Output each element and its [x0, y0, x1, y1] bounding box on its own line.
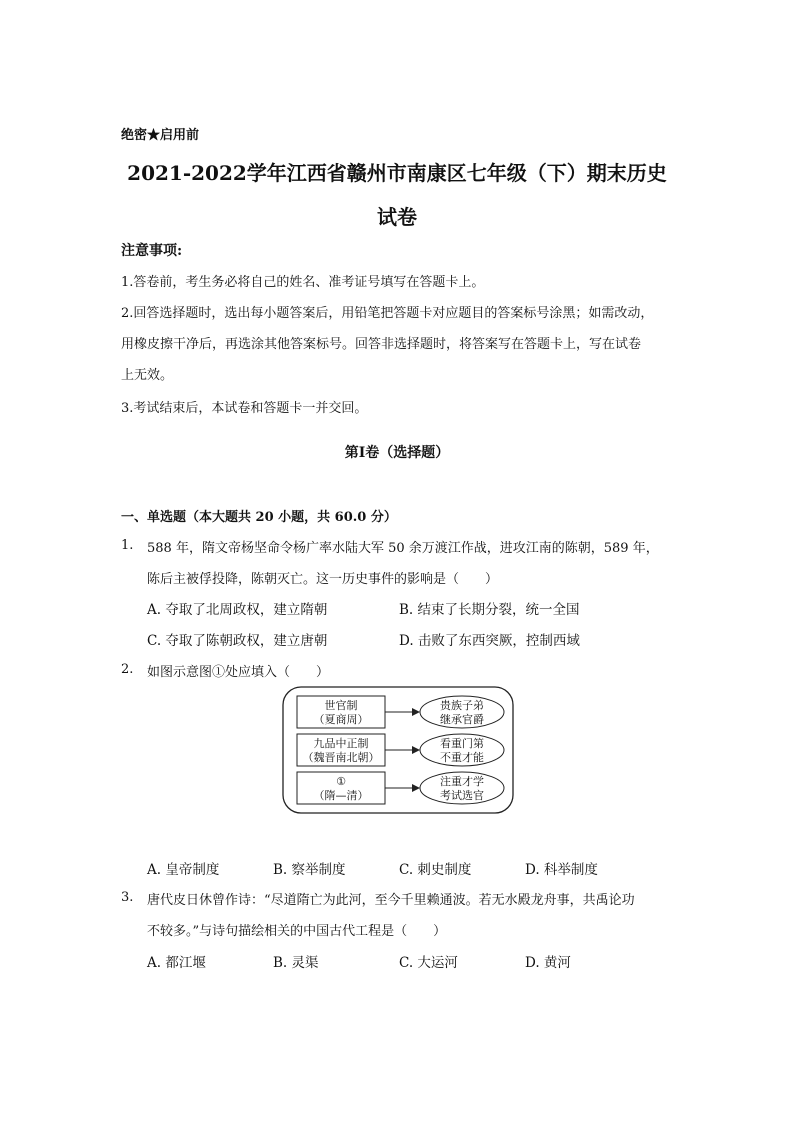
note-item-2-cont: 用橡皮擦干净后，再选涂其他答案标号。回答非选择题时，将答案写在答题卡上，写在试卷	[121, 337, 642, 352]
diagram-box-1-line1: 世官制	[324, 699, 358, 712]
diagram-oval-2-line1: 看重门第	[440, 737, 484, 750]
part-heading: 一、单选题（本大题共 20 小题，共 60.0 分）	[121, 510, 397, 525]
question-1-text-cont: 陈后主被俘投降，陈朝灭亡。这一历史事件的影响是（ ）	[147, 572, 499, 587]
diagram-box-2-line2: （魏晋南北朝）	[302, 751, 380, 764]
selection-system-diagram	[282, 686, 514, 814]
question-2-option-d[interactable]: D. 科举制度	[525, 862, 598, 878]
diagram-oval-1-line2: 继承官爵	[440, 713, 484, 726]
note-item-3: 3.考试结束后，本试卷和答题卡一并交回。	[121, 401, 368, 416]
diagram-arrowhead-2	[412, 746, 420, 754]
question-1-option-b[interactable]: B. 结束了长期分裂，统一全国	[399, 602, 580, 618]
question-1-option-c[interactable]: C. 夺取了陈朝政权，建立唐朝	[147, 633, 328, 649]
note-item-1: 1.答卷前，考生务必将自己的姓名、准考证号填写在答题卡上。	[121, 275, 485, 290]
section-title: 第Ⅰ卷（选择题）	[344, 445, 450, 461]
exam-title-continued: 试卷	[377, 205, 417, 229]
diagram-box-3-line1: ①	[336, 775, 346, 788]
diagram-oval-3-line2: 考试选官	[440, 789, 484, 802]
question-1-option-d[interactable]: D. 击败了东西突厥，控制西域	[399, 633, 580, 649]
note-item-2: 2.回答选择题时，选出每小题答案后，用铅笔把答题卡对应题目的答案标号涂黑；如需改动，	[121, 306, 654, 321]
question-3-text-cont: 不较多。”与诗句描绘相关的中国古代工程是（ ）	[147, 924, 447, 939]
diagram-box-1-line2: （夏商周）	[313, 713, 369, 726]
diagram-oval-1-line1: 贵族子弟	[440, 699, 484, 712]
diagram-oval-3-line1: 注重才学	[440, 775, 484, 788]
exam-title: 2021-2022学年江西省赣州市南康区七年级（下）期末历史	[127, 161, 667, 185]
note-item-2-end: 上无效。	[121, 368, 174, 383]
question-2-number: 2.	[121, 662, 134, 677]
question-3-option-d[interactable]: D. 黄河	[525, 955, 571, 971]
question-3-option-b[interactable]: B. 灵渠	[273, 955, 319, 971]
question-3-number: 3.	[121, 890, 134, 905]
diagram-box-3-line2: （隋—清）	[313, 789, 369, 802]
diagram-box-2-line1: 九品中正制	[313, 737, 369, 750]
question-3-option-c[interactable]: C. 大运河	[399, 955, 458, 971]
question-3-option-a[interactable]: A. 都江堰	[147, 955, 206, 971]
question-1-number: 1.	[121, 538, 134, 553]
confidential-label: 绝密★启用前	[121, 128, 200, 143]
question-3-text: 唐代皮日休曾作诗：“尽道隋亡为此河，至今千里赖通波。若无水殿龙舟事，共禹论功	[147, 893, 635, 908]
diagram-arrowhead-1	[412, 708, 420, 716]
question-2-option-c[interactable]: C. 刺史制度	[399, 862, 472, 878]
notes-heading: 注意事项:	[121, 243, 183, 259]
diagram-oval-2-line2: 不重才能	[440, 751, 484, 764]
question-2-option-a[interactable]: A. 皇帝制度	[147, 862, 220, 878]
question-1-text: 588 年，隋文帝杨坚命令杨广率水陆大军 50 余万渡江作战，进攻江南的陈朝，589 年，	[147, 541, 659, 556]
question-2-option-b[interactable]: B. 察举制度	[273, 862, 346, 878]
question-2-text: 如图示意图①处应填入（ ）	[147, 665, 330, 680]
diagram-arrowhead-3	[412, 784, 420, 792]
question-1-option-a[interactable]: A. 夺取了北周政权，建立隋朝	[147, 602, 328, 618]
